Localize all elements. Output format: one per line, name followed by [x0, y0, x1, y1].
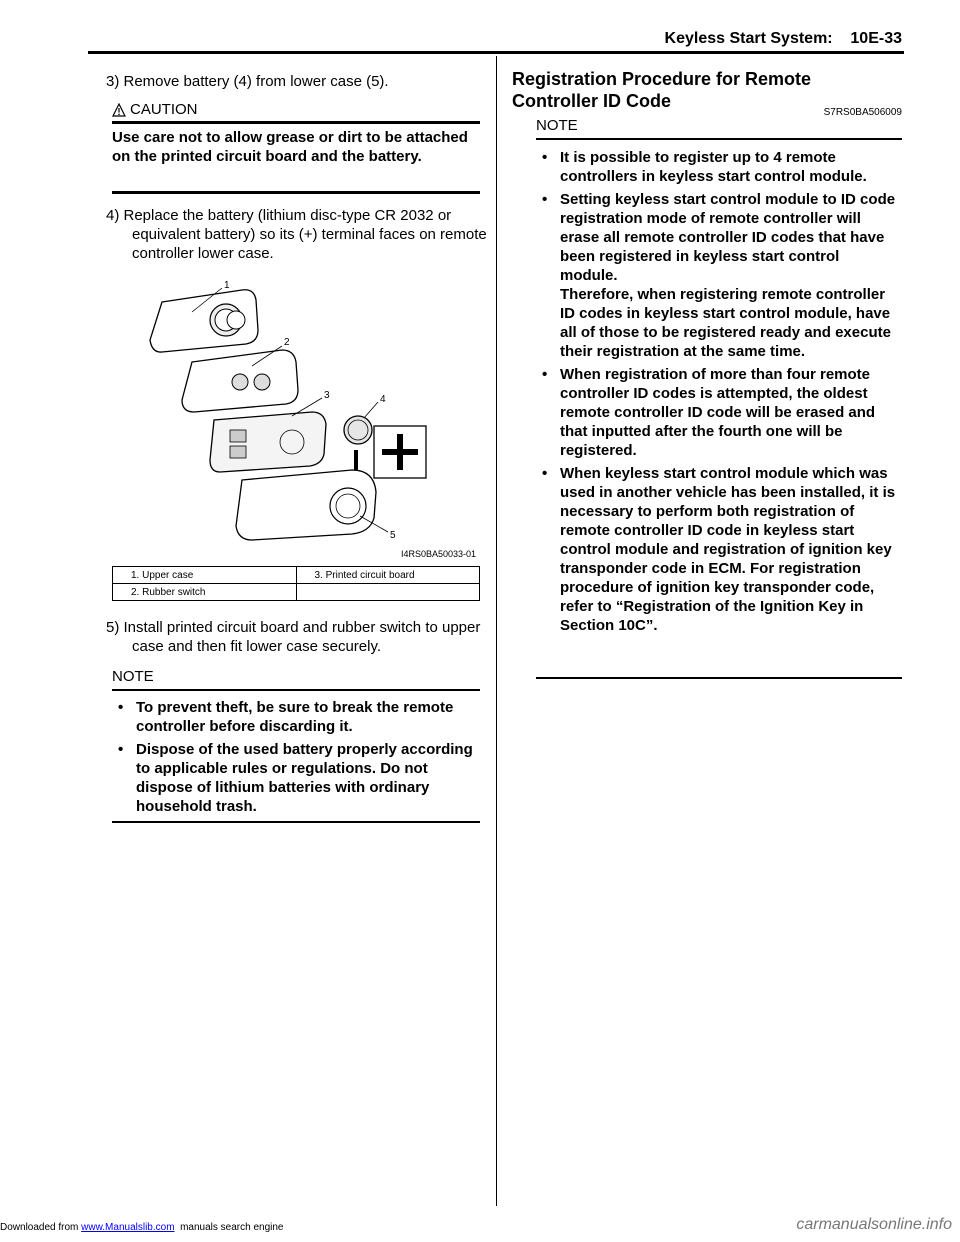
table-row — [113, 567, 480, 584]
note-bottom-rule-right — [536, 677, 902, 679]
callout-3: 3 — [324, 390, 330, 401]
callout-2: 2 — [284, 337, 290, 348]
caution-top-rule — [112, 121, 480, 124]
list-item: • Dispose of the used battery properly according to applicable rules or regulations. Do not dispose of lithium batteries with ordinary household trash. — [118, 741, 473, 815]
remote-controller-exploded-view — [112, 270, 480, 564]
figure-legend-table — [112, 566, 480, 601]
remote-controller-figure — [112, 270, 480, 564]
list-item: • When registration of more than four remote controller ID codes is attempted, the oldest remote controller ID code will be erased and that inputted after the fourth one will be registered. — [542, 366, 876, 459]
note-text: Setting keyless start control module to ID code registration mode of remote controller will erase all remote controller ID codes that have been registered in keyless start control module. Therefore, when registering remote controller ID codes in keyless start control module, have all of those to be registered ready and execute their registration at the same time. — [560, 191, 896, 360]
note-text: Dispose of the used battery properly according to applicable rules or regulations. Do not dispose of lithium batteries with ordinary household trash. — [136, 741, 473, 815]
note-list-left — [118, 698, 476, 820]
callout-4: 4 — [380, 394, 386, 405]
step-4: 4) Replace the battery (lithium disc-type CR 2032 or equivalent battery) so its (+) terminal faces on remote controller lower case. — [106, 207, 487, 262]
note-label-right: NOTE — [536, 117, 578, 134]
caution-text: Use care not to allow grease or dirt to be attached on the printed circuit board and the battery. — [112, 129, 468, 165]
note-text: It is possible to register up to 4 remote controllers in keyless start control module. — [560, 149, 867, 185]
note-text: When registration of more than four remote controller ID codes is attempted, the oldest remote controller ID code will be erased and that inputted after the fourth one will be registered. — [560, 366, 876, 459]
list-item: • When keyless start control module which was used in another vehicle has been installed, it is necessary to perform both registration of remote controller ID code in keyless start control module and registration of ignition key transponder code in ECM. For registration procedure of ignition key transponder code, refer to “Registration of the Ignition Key in Section 10C”. — [542, 465, 896, 634]
footer-prefix: Downloaded from — [0, 1222, 82, 1233]
list-item: • To prevent theft, be sure to break the remote controller before discarding it. — [118, 699, 454, 735]
note-text: When keyless start control module which was used in another vehicle has been installed, it is necessary to perform both registration of remote controller ID code in keyless start control module and registration of ignition key transponder code in ECM. For registration procedure of ignition key transponder code, refer to “Registration of the Ignition Key in Section 10C”. — [560, 465, 896, 634]
legend-cell: 2. Rubber switch — [113, 584, 297, 601]
caution-bottom-rule — [112, 191, 480, 194]
page-header-title: Keyless Start System: 10E-33 — [664, 30, 902, 47]
note-text: To prevent theft, be sure to break the remote controller before discarding it. — [136, 699, 454, 735]
watermark: carmanualsonline.info — [796, 1216, 952, 1233]
table-row — [113, 584, 480, 601]
header-rule — [88, 51, 904, 54]
callout-5: 5 — [390, 530, 396, 541]
footer — [0, 1222, 284, 1233]
list-item: • Setting keyless start control module to ID code registration mode of remote controller will erase all remote controller ID codes that have been registered in keyless start control module. Therefore, when registering remote controller ID codes in keyless start control module, have all of those to be registered ready and execute their registration at the same time. — [542, 191, 896, 360]
legend-cell — [296, 584, 480, 601]
list-item: • It is possible to register up to 4 remote controllers in keyless start control module. — [542, 149, 867, 185]
caution-label: CAUTION — [130, 101, 198, 118]
note-list-right — [542, 148, 900, 639]
warning-triangle-icon — [112, 103, 126, 117]
figure-code: I4RS0BA50033-01 — [400, 549, 476, 559]
footer-link[interactable]: www.Manualslib.com — [81, 1222, 175, 1233]
step-3: 3) Remove battery (4) from lower case (5). — [106, 73, 389, 90]
section-code: S7RS0BA506009 — [823, 107, 902, 118]
callout-1: 1 — [224, 280, 230, 291]
note-label-left: NOTE — [112, 668, 154, 685]
note-bottom-rule-left — [112, 821, 480, 823]
legend-cell: 1. Upper case — [113, 567, 297, 584]
legend-cell: 3. Printed circuit board — [296, 567, 480, 584]
note-top-rule-left — [112, 689, 480, 691]
section-heading: Registration Procedure for Remote Controller ID Code — [512, 69, 812, 111]
note-top-rule-right — [536, 138, 902, 140]
step-5: 5) Install printed circuit board and rubber switch to upper case and then fit lower case securely. — [106, 619, 481, 655]
caution-heading — [112, 101, 198, 118]
footer-suffix: manuals search engine — [174, 1222, 284, 1233]
